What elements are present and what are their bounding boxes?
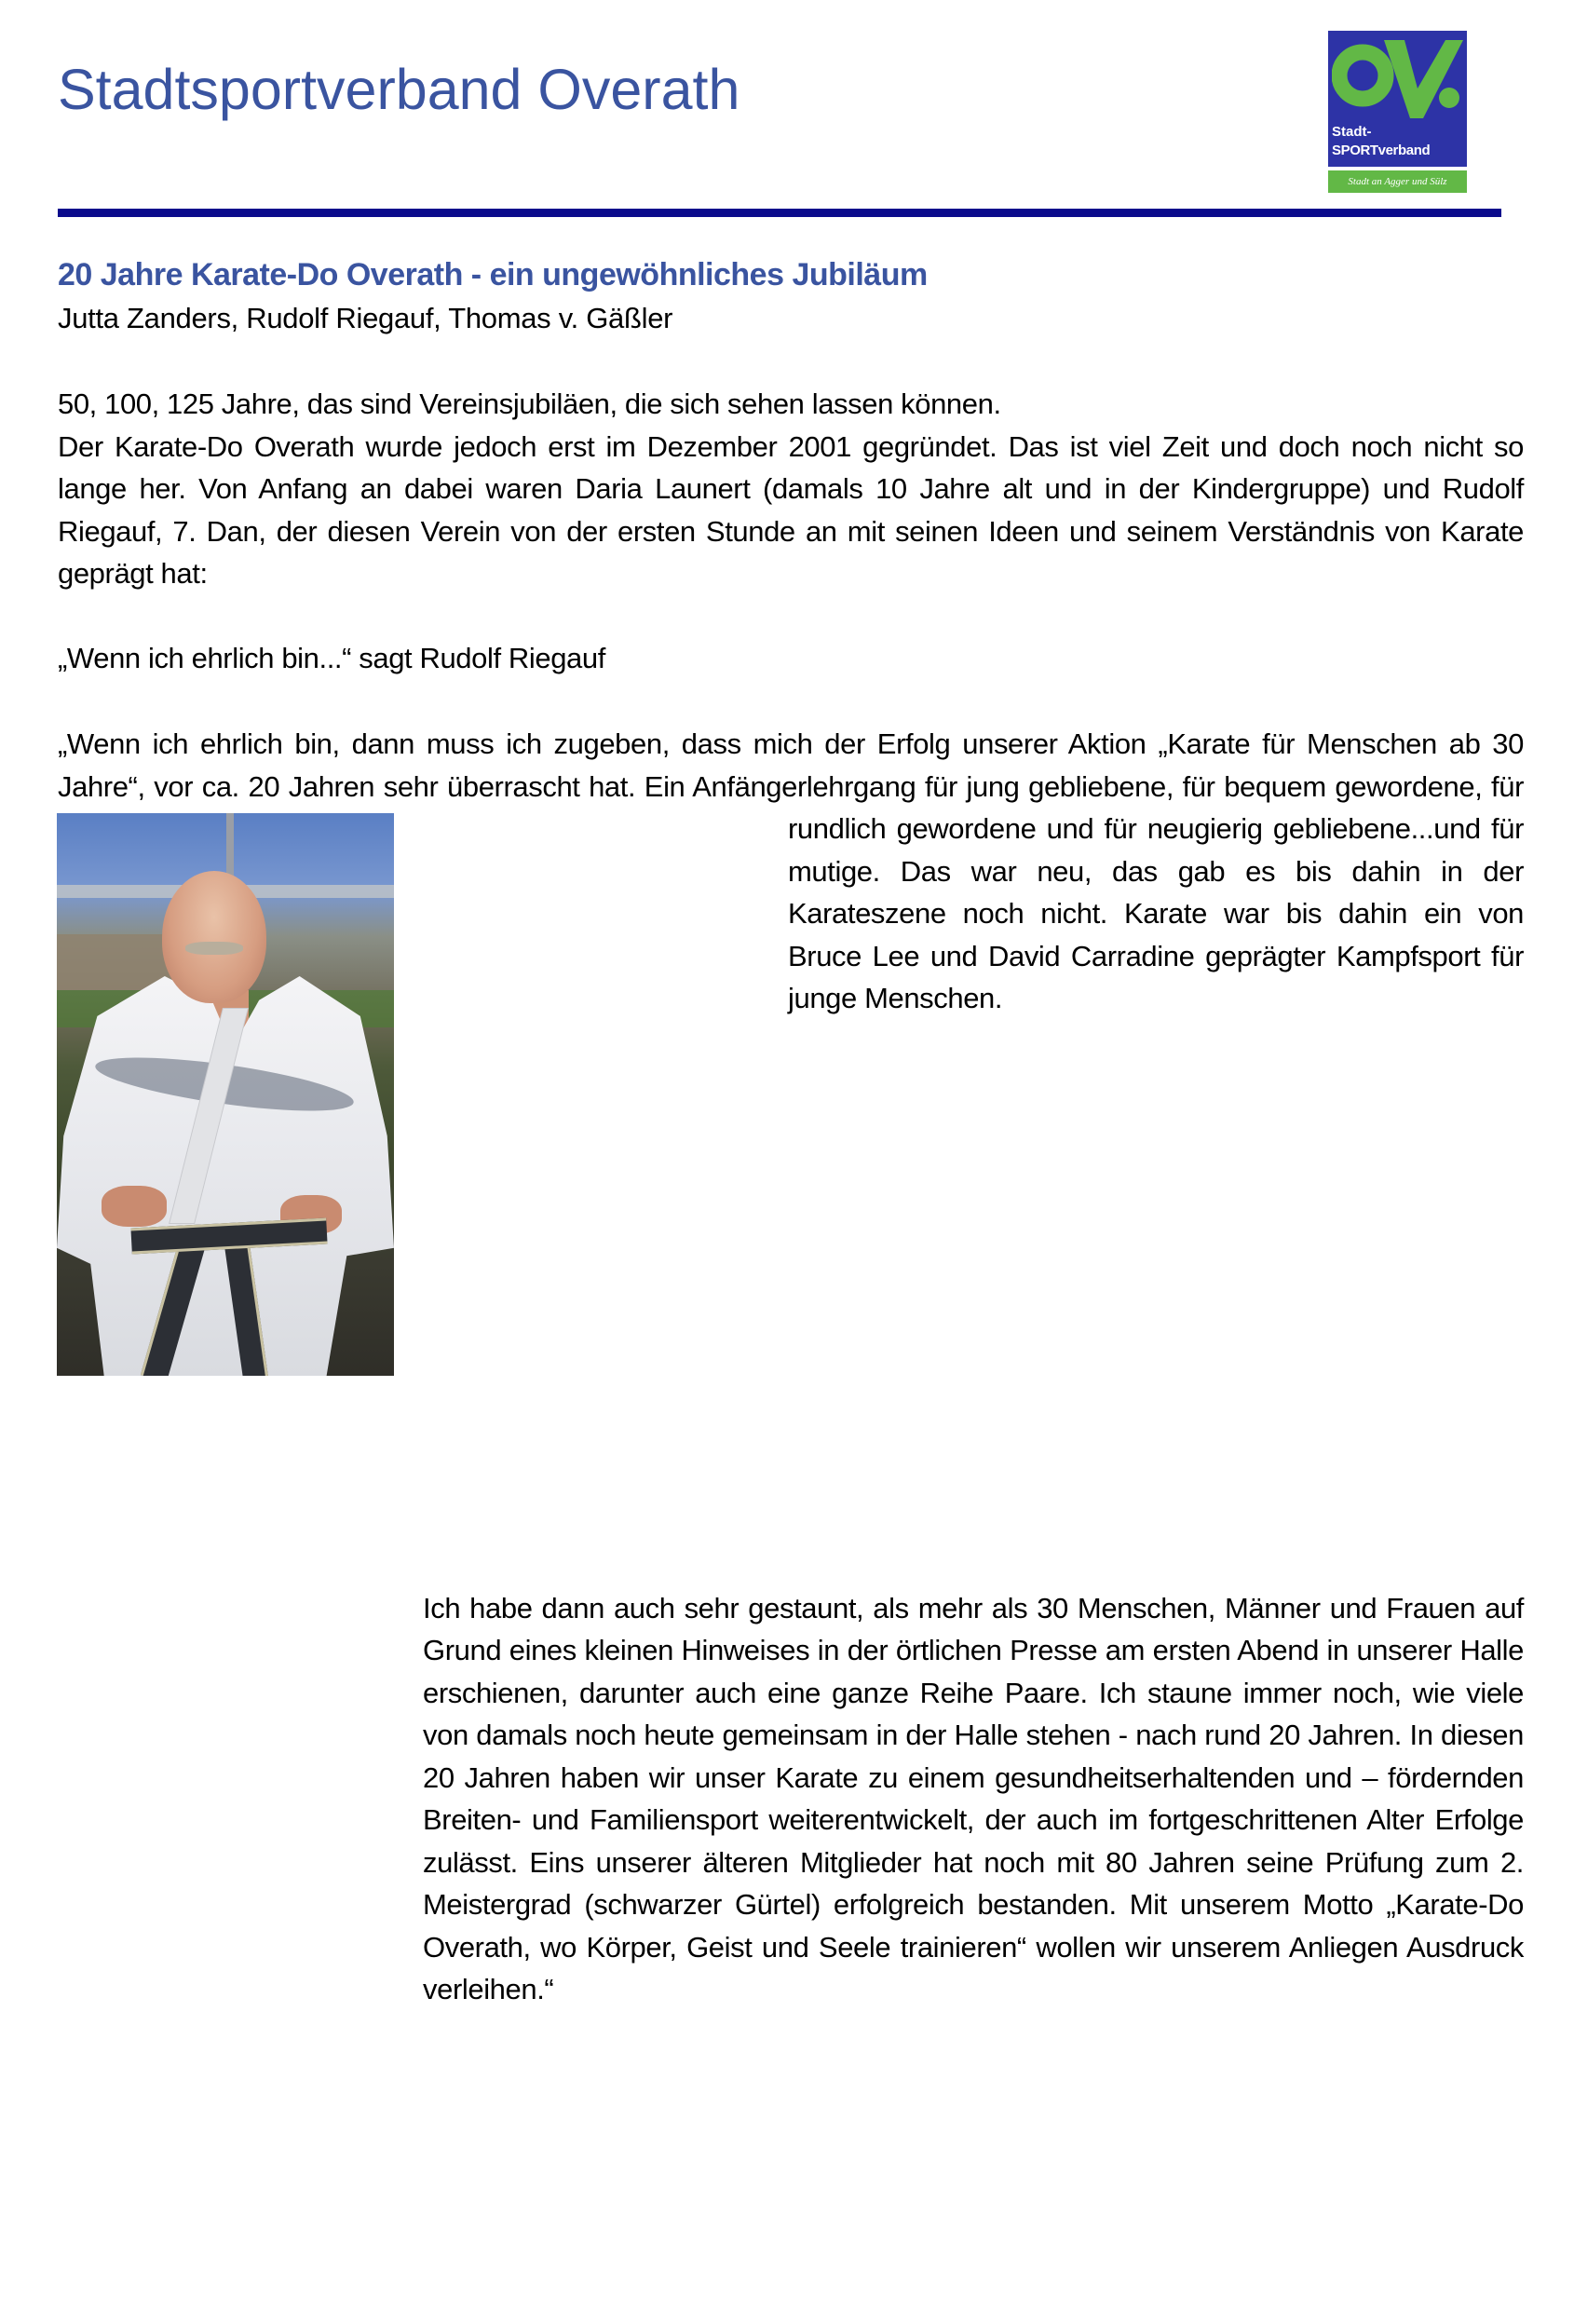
photo-mustache (185, 942, 243, 955)
paragraph-gap (58, 1544, 1524, 1587)
stadtsportverband-logo (1328, 31, 1467, 195)
portrait-photo (57, 813, 394, 1376)
article-header (58, 251, 1524, 339)
page-header-title: Stadtsportverband Overath (58, 58, 740, 121)
quote-subheading: „Wenn ich ehrlich bin...“ sagt Rudolf Riegauf (58, 642, 605, 674)
article-authors: Jutta Zanders, Rudolf Riegauf, Thomas v. Gäßler (58, 302, 673, 334)
logo-background (1328, 31, 1467, 167)
ov-logo-icon (1332, 36, 1463, 122)
header-divider (58, 209, 1501, 217)
logo-text-sportverband: SPORTverband (1332, 143, 1431, 158)
quote-paragraph: „Wenn ich ehrlich bin, dann muss ich zugeben, dass mich der Erfolg unserer Aktion „Karate für Menschen ab 30 Jahre“, vor ca. 20 Jahren sehr überrascht hat. Ein Anfängerlehrgang für jung gebliebene, für bequem gewordene, für rundlich gewordene und für neugierig gebliebene...und für mutige. Das war neu, das gab es bis dahin in der Karateszene noch nicht. Karate war bis dahin ein von Bruce Lee und David Carradine geprägter Kampfsport für junge Menschen. (58, 727, 1524, 1014)
quote-paragraph: Ich habe dann auch sehr gestaunt, als mehr als 30 Menschen, Männer und Frauen auf Grund eines kleinen Hinweises in der örtlichen Presse am ersten Abend in unserer Halle erschienen, darunter auch eine ganze Reihe Paare. Ich staune immer noch, wie viele von damals noch heute gemeinsam in der Halle stehen - nach rund 20 Jahren. In diesen 20 Jahren haben wir unser Karate zu einem gesundheitserhaltenden und – fördernden Breiten- und Familiensport weiterentwickelt, der auch im fortgeschrittenen Alter Erfolge zulässt. Eins unserer älteren Mitglieder hat noch mit 80 Jahren seine Prüfung zum 2. Meistergrad (schwarzer Gürtel) erfolgreich bestanden. Mit unserem Motto „Karate-Do Overath, wo Körper, Geist und Seele trainieren“ wollen wir unserem Anliegen Ausdruck verleihen.“ (423, 1591, 1524, 2005)
logo-tagline: Stadt an Agger und Sülz (1328, 170, 1467, 193)
logo-text-stadt: Stadt- (1332, 124, 1372, 140)
article-headline: 20 Jahre Karate-Do Overath - ein ungewöhnliches Jubiläum (58, 257, 928, 292)
photo-head (162, 871, 266, 1003)
intro-paragraph: Der Karate-Do Overath wurde jedoch erst im Dezember 2001 gegründet. Das ist viel Zeit und doch noch nicht so lange her. Von Anfang an dabei waren Daria Launert (damals 10 Jahre alt und in der Kindergruppe) und Rudolf Riegauf, 7. Dan, der diesen Verein von der ersten Stunde an mit seinen Ideen und seinem Verständnis von Karate geprägt hat: (58, 429, 1524, 590)
intro-paragraph: 50, 100, 125 Jahre, das sind Vereinsjubiläen, die sich sehen lassen können. (58, 387, 1001, 420)
photo-left-hand (102, 1186, 167, 1227)
article-intro (58, 383, 1524, 595)
